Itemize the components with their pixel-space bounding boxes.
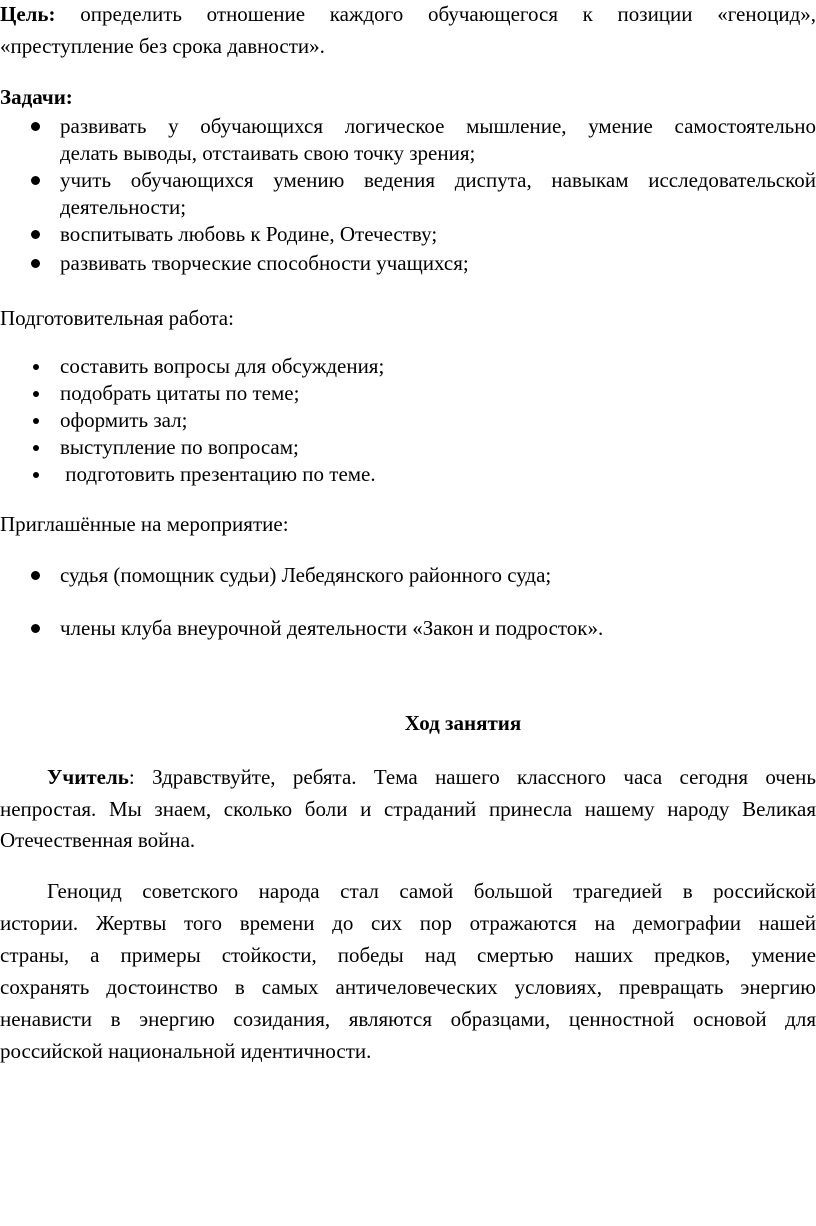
bullet-icon [31, 259, 40, 268]
lesson-p1-line-1 [47, 764, 816, 790]
bullet-icon [31, 571, 40, 580]
prep-item-4: выступление по вопросам; [60, 435, 299, 459]
tasks-heading: Задачи: [0, 85, 73, 109]
bullet-icon [31, 176, 40, 185]
prep-heading: Подготовительная работа: [0, 306, 234, 330]
lesson-p1-line-2: непростая. Мы знаем, сколько боли и страданий принесла нашему народу Великая [0, 797, 816, 821]
lesson-p2-line-1: Геноцид советского народа стал самой большой трагедией в российской [47, 879, 816, 903]
bullet-icon [31, 122, 40, 131]
task-item-2-line-1: учить обучающихся умению ведения диспута, навыкам исследовательской [60, 168, 816, 192]
bullet-icon [33, 391, 39, 397]
bullet-icon [33, 418, 39, 424]
invited-item-1: судья (помощник судьи) Лебедянского районного суда; [60, 563, 552, 587]
prep-item-1: составить вопросы для обсуждения; [60, 354, 385, 378]
invited-heading: Приглашённые на мероприятие: [0, 512, 289, 536]
goal-text-1: определить отношение каждого обучающегося к позиции «геноцид», [80, 2, 816, 26]
task-item-4: развивать творческие способности учащихся; [60, 251, 469, 275]
bullet-icon [31, 624, 40, 633]
task-item-1-line-2: делать выводы, отстаивать свою точку зрения; [60, 141, 476, 165]
prep-item-3: оформить зал; [60, 408, 188, 432]
prep-item-5: подготовить презентацию по теме. [60, 462, 376, 486]
invited-item-2: члены клуба внеурочной деятельности «Закон и подросток». [60, 616, 604, 640]
lesson-p2-line-4: сохранять достоинство в самых античеловеческих условиях, превращать энергию [0, 975, 816, 999]
lesson-p2-line-6: российской национальной идентичности. [0, 1039, 372, 1063]
goal-label: Цель: [0, 2, 56, 26]
bullet-icon [33, 445, 39, 451]
lesson-p2-line-5: ненависти в энергию созидания, являются образцами, ценностной основой для [0, 1007, 816, 1031]
lesson-heading: Ход занятия [404, 711, 522, 735]
goal-line-2: «преступление без срока давности». [0, 34, 325, 58]
prep-item-2: подобрать цитаты по теме; [60, 381, 300, 405]
bullet-icon [33, 364, 39, 370]
lesson-p2-line-3: страны, а примеры стойкости, победы над смертью наших предков, умение [0, 943, 816, 967]
task-item-2-line-2: деятельности; [60, 195, 187, 219]
speaker-label: Учитель [47, 765, 129, 789]
bullet-icon [33, 472, 39, 478]
task-item-3: воспитывать любовь к Родине, Отечеству; [60, 222, 438, 246]
goal-line-1 [0, 1, 816, 27]
lesson-p1-line-3: Отечественная война. [0, 828, 196, 852]
lesson-p2-line-2: истории. Жертвы того времени до сих пор отражаются на демографии нашей [0, 911, 816, 935]
bullet-icon [31, 230, 40, 239]
task-item-1-line-1: развивать у обучающихся логическое мышление, умение самостоятельно [60, 114, 816, 138]
lesson-p1-text-1: : Здравствуйте, ребята. Тема нашего классного часа сегодня очень [128, 765, 816, 789]
